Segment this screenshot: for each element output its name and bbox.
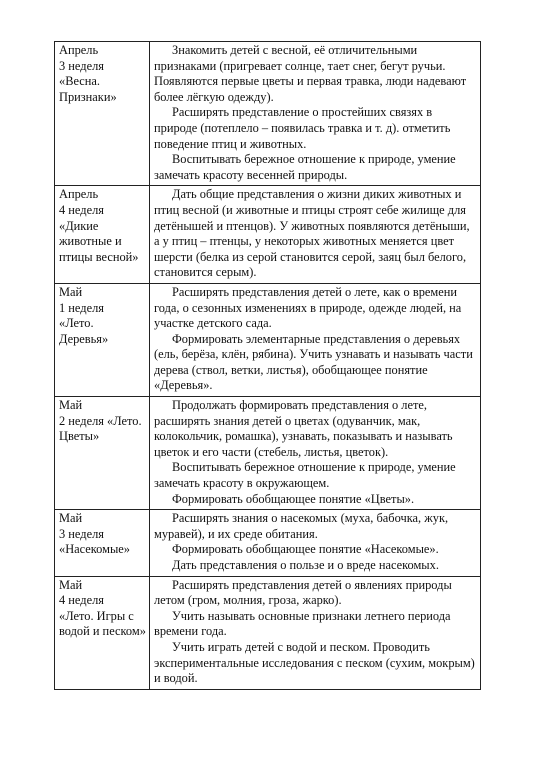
- table-row: [55, 283, 481, 396]
- content-paragraph: Знакомить детей с весной, её отличительными признаками (пригревает солнце, тает снег, бегут ручьи. Появляются первые цветы и первая травка, люди надевают более лёгкую одежду).: [154, 43, 467, 104]
- content-cell: [150, 576, 481, 689]
- period-cell: Май 2 неделя «Лето. Цветы»: [55, 397, 150, 510]
- period-cell: Апрель 4 неделя «Дикие животные и птицы весной»: [55, 186, 150, 284]
- period-cell: Апрель 3 неделя «Весна. Признаки»: [55, 42, 150, 186]
- period-cell: Май 1 неделя «Лето. Деревья»: [55, 283, 150, 396]
- content-paragraph: Воспитывать бережное отношение к природе, умение замечать красоту весенней природы.: [154, 152, 456, 182]
- content-paragraph: Формировать элементарные представления о деревьях (ель, берёза, клён, рябина). Учить узнавать и называть части дерева (ствол, ветки, листья), обобщающее понятие «Деревья».: [154, 331, 473, 393]
- content-cell: [150, 42, 481, 186]
- content-paragraph: Продолжать формировать представления о лете, расширять знания детей о цветах (одуванчик, мак, колокольчик, ромашка), узнавать, показывать и называть цветок и его части (стебель, листья, цветок).: [154, 398, 453, 459]
- content-paragraph: Учить играть детей с водой и песком. Проводить экспериментальные исследования с песком (сухим, мокрым) и водой.: [154, 639, 475, 686]
- lesson-plan-table: [54, 41, 481, 690]
- content-paragraph: Дать общие представления о жизни диких животных и птиц весной (и животные и птицы строят себе жилище для детёнышей и птенцов). У животных появляются детёныши, а у птиц – птенцы, у некоторых животных меняется цвет шерсти (белка из серой становится серой, заяц был белого, становится серым).: [154, 187, 470, 280]
- content-paragraph: Расширять представления детей о лете, как о времени года, о сезонных изменениях в природе, одежде людей, на участке детского сада.: [154, 284, 462, 331]
- content-cell: [150, 283, 481, 396]
- content-paragraph: Воспитывать бережное отношение к природе, умение замечать красоту в окружающем.: [154, 460, 456, 491]
- table-row: [55, 186, 481, 284]
- table-row: [55, 397, 481, 510]
- content-cell: [150, 186, 481, 284]
- content-cell: [150, 397, 481, 510]
- table-row: [55, 576, 481, 689]
- content-paragraph: Формировать обобщающее понятие «Цветы».: [172, 491, 415, 506]
- content-cell: [150, 510, 481, 576]
- content-paragraph: Формировать обобщающее понятие «Насекомые».: [172, 542, 439, 557]
- table-row: [55, 42, 481, 186]
- content-paragraph: Дать представления о пользе и о вреде насекомых.: [172, 558, 439, 572]
- content-paragraph: Расширять знания о насекомых (муха, бабочка, жук, муравей), и их среде обитания.: [154, 511, 449, 541]
- period-cell: Май 4 неделя «Лето. Игры с водой и песком»: [55, 576, 150, 689]
- period-cell: Май 3 неделя «Насекомые»: [55, 510, 150, 576]
- content-paragraph: Учить называть основные признаки летнего периода времени года.: [154, 608, 451, 639]
- table-row: [55, 510, 481, 576]
- content-paragraph: Расширять представления детей о явлениях природы летом (гром, молния, гроза, жарко).: [154, 577, 452, 608]
- content-paragraph: Расширять представление о простейших связях в природе (потеплело – появилась травка и т. д). отметить поведение птиц и животных.: [154, 105, 451, 151]
